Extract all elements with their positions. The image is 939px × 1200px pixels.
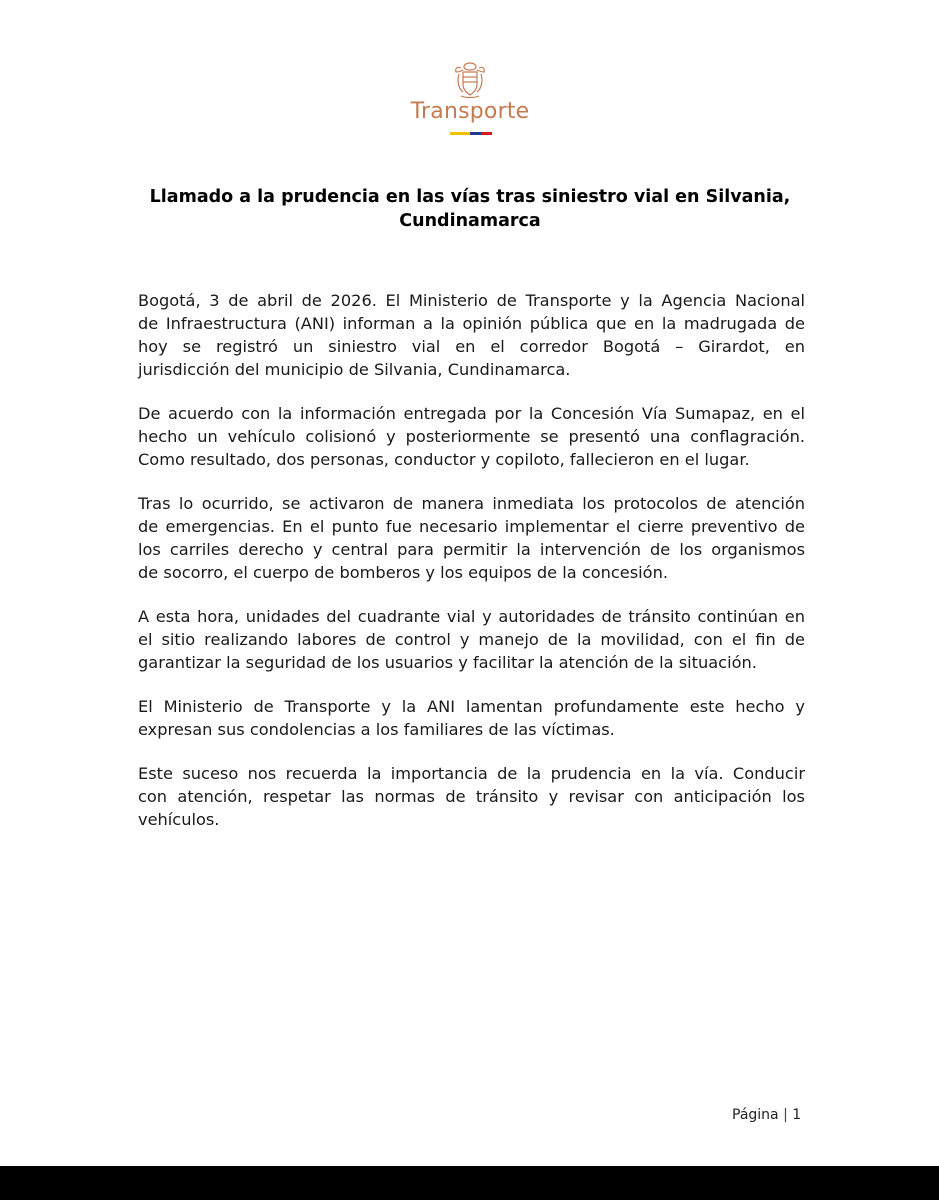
paragraph-line: Este suceso nos recuerda la importancia de la prudencia en la vía. Conducir	[138, 764, 805, 783]
brand-wordmark: Transporte	[410, 99, 530, 124]
page-separator: |	[783, 1107, 788, 1123]
flag-blue-band	[470, 132, 481, 135]
paragraph-line: de emergencias. En el punto fue necesario implementar el cierre preventivo de	[138, 517, 805, 536]
paragraph-line: hecho un vehículo colisionó y posteriormente se presentó una conflagración.	[138, 427, 805, 446]
paragraph-line: Como resultado, dos personas, conductor y copiloto, fallecieron en el lugar.	[138, 450, 750, 469]
paragraph-line: Tras lo ocurrido, se activaron de manera inmediata los protocolos de atención	[138, 494, 805, 513]
paragraph-line: A esta hora, unidades del cuadrante vial y autoridades de tránsito continúan en	[138, 607, 805, 626]
coat-of-arms-icon	[451, 60, 489, 100]
paragraph	[138, 605, 805, 674]
paragraph	[138, 492, 805, 584]
paragraph-line: de socorro, el cuerpo de bomberos y los equipos de la concesión.	[138, 563, 668, 582]
title-line: Cundinamarca	[399, 211, 541, 231]
paragraph-line: hoy se registró un siniestro vial en el corredor Bogotá – Girardot, en	[138, 337, 805, 356]
paragraph	[138, 402, 805, 471]
ministry-logo	[408, 60, 532, 140]
paragraph-line: El Ministerio de Transporte y la ANI lamentan profundamente este hecho y	[138, 697, 805, 716]
document-body	[138, 289, 805, 852]
page-number: 1	[792, 1107, 802, 1123]
paragraph-line: de Infraestructura (ANI) informan a la opinión pública que en la madrugada de	[138, 314, 805, 333]
flag-stripe	[450, 132, 492, 135]
paragraph-line: el sitio realizando labores de control y manejo de la movilidad, con el fin de	[138, 630, 805, 649]
paragraph	[138, 695, 805, 741]
paragraph-line: garantizar la seguridad de los usuarios y facilitar la atención de la situación.	[138, 653, 757, 672]
paragraph-line: con atención, respetar las normas de tránsito y revisar con anticipación los	[138, 787, 805, 806]
paragraph-line: jurisdicción del municipio de Silvania, Cundinamarca.	[138, 360, 571, 379]
document-title	[120, 185, 820, 233]
page-label: Página	[732, 1107, 779, 1123]
paragraph-line: expresan sus condolencias a los familiares de las víctimas.	[138, 720, 615, 739]
page-footer	[732, 1107, 801, 1123]
paragraph-line: los carriles derecho y central para permitir la intervención de los organismos	[138, 540, 805, 559]
paragraph-line: vehículos.	[138, 810, 220, 829]
paragraph	[138, 289, 805, 381]
paragraph-line: De acuerdo con la información entregada por la Concesión Vía Sumapaz, en el	[138, 404, 805, 423]
paragraph-line: Bogotá, 3 de abril de 2026. El Ministerio de Transporte y la Agencia Nacional	[138, 291, 805, 310]
title-line: Llamado a la prudencia en las vías tras siniestro vial en Silvania,	[149, 187, 791, 207]
paragraph	[138, 762, 805, 831]
flag-yellow-band	[450, 132, 470, 135]
flag-red-band	[481, 132, 492, 135]
